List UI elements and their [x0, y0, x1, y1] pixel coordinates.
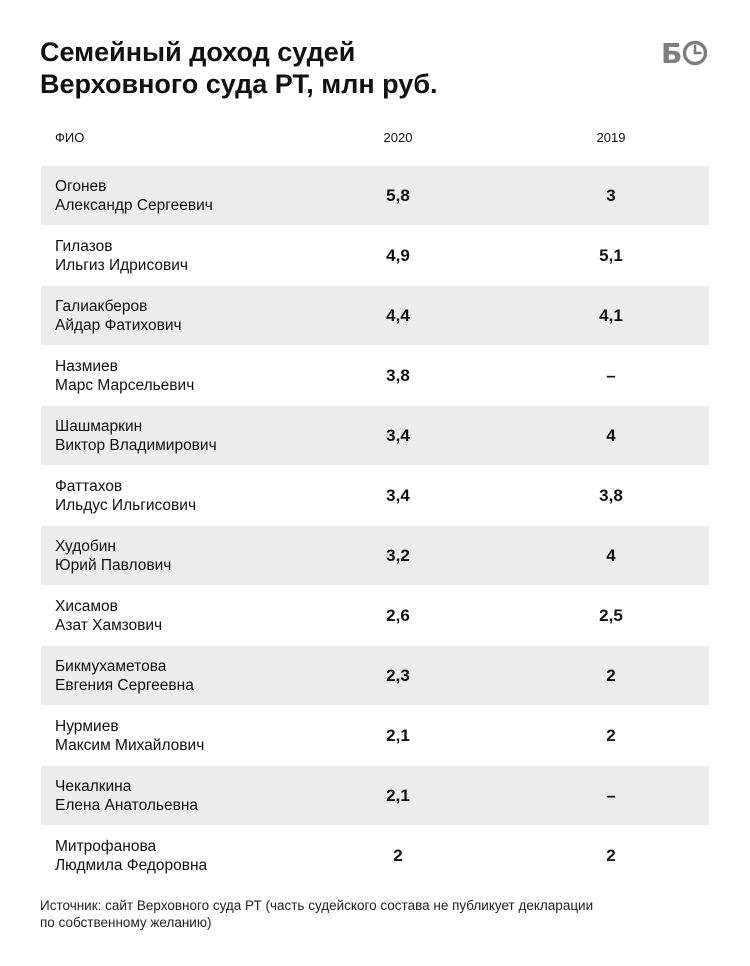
- income-2019: 3,8: [599, 486, 623, 505]
- income-2020: 4,9: [386, 246, 410, 265]
- income-2019: 5,1: [599, 246, 623, 265]
- logo-letter: Б: [661, 36, 682, 70]
- income-2019: 2: [606, 846, 616, 865]
- table-row: [41, 285, 709, 345]
- income-2020: 3,4: [386, 486, 410, 505]
- judge-surname: Шашмаркин: [55, 418, 143, 435]
- income-2020: 5,8: [386, 186, 410, 205]
- judge-given-name: Марс Марсельевич: [55, 377, 195, 394]
- judge-name: [55, 777, 198, 815]
- source-line-2: по собственному желанию): [40, 915, 212, 930]
- judge-name: [55, 237, 188, 275]
- judge-surname: Хисамов: [55, 598, 118, 615]
- source-line-1: Источник: сайт Верховного суда РТ (часть судейского состава не публикует декларации: [40, 898, 594, 913]
- judge-name: [55, 417, 217, 455]
- income-2020: 2: [393, 846, 403, 865]
- judge-given-name: Ильгиз Идрисович: [55, 257, 188, 274]
- judge-surname: Галиакберов: [55, 298, 148, 315]
- judge-name: [55, 837, 207, 875]
- bo-logo: [661, 38, 708, 68]
- judge-name: [55, 597, 162, 635]
- table-row: [41, 645, 709, 705]
- judge-given-name: Виктор Владимирович: [55, 437, 217, 454]
- source-note: [40, 897, 680, 931]
- income-2019: 3: [606, 186, 616, 205]
- income-2020: 2,6: [386, 606, 410, 625]
- column-header-2020: 2020: [383, 130, 413, 145]
- judge-given-name: Юрий Павлович: [55, 557, 172, 574]
- income-2020: 2,3: [386, 666, 410, 685]
- judge-surname: Митрофанова: [55, 838, 157, 855]
- table-row: [41, 345, 709, 405]
- judge-given-name: Людмила Федоровна: [55, 857, 208, 874]
- judge-name: [55, 357, 194, 395]
- judge-name: [55, 657, 194, 695]
- column-header-2019: 2019: [596, 130, 626, 145]
- title-line-2: Верховного суда РТ, млн руб.: [40, 69, 438, 99]
- judge-surname: Худобин: [55, 538, 116, 555]
- income-2020: 4,4: [386, 306, 410, 325]
- judge-surname: Назмиев: [55, 358, 118, 375]
- income-2019: –: [606, 786, 616, 805]
- income-2020: 3,4: [386, 426, 410, 445]
- income-2020: 2,1: [386, 786, 410, 805]
- judge-given-name: Азат Хамзович: [55, 617, 163, 634]
- income-2019: 4,1: [599, 306, 623, 325]
- table-row: [41, 225, 709, 285]
- income-2019: 2: [606, 666, 616, 685]
- income-2019: 4: [606, 546, 616, 565]
- income-2020: 3,8: [386, 366, 410, 385]
- judge-name: [55, 297, 182, 335]
- judge-surname: Огонев: [55, 178, 107, 195]
- page-title: [40, 36, 600, 100]
- table-row: [41, 585, 709, 645]
- judge-surname: Бикмухаметова: [55, 658, 167, 675]
- title-line-1: Семейный доход судей: [40, 37, 356, 67]
- income-2019: 2,5: [599, 606, 623, 625]
- income-2019: –: [606, 366, 616, 385]
- income-2020: 3,2: [386, 546, 410, 565]
- table-row: [41, 705, 709, 765]
- income-2019: 2: [606, 726, 616, 745]
- table-row: [41, 465, 709, 525]
- table-row: [41, 405, 709, 465]
- judge-surname: Гилазов: [55, 238, 113, 255]
- column-header-name: ФИО: [55, 130, 85, 145]
- income-table: [41, 166, 709, 885]
- judge-surname: Фаттахов: [55, 478, 123, 495]
- income-2019: 4: [606, 426, 616, 445]
- judge-surname: Чекалкина: [55, 778, 132, 795]
- table-row: [41, 166, 709, 225]
- table-row: [41, 525, 709, 585]
- table-row: [41, 825, 709, 885]
- judge-name: [55, 177, 213, 215]
- clock-icon: [682, 40, 708, 66]
- judge-given-name: Елена Анатольевна: [55, 797, 199, 814]
- judge-given-name: Максим Михайлович: [55, 737, 205, 754]
- judge-surname: Нурмиев: [55, 718, 119, 735]
- judge-given-name: Александр Сергеевич: [55, 197, 213, 214]
- judge-given-name: Айдар Фатихович: [55, 317, 182, 334]
- judge-given-name: Ильдус Ильгисович: [55, 497, 197, 514]
- judge-given-name: Евгения Сергеевна: [55, 677, 194, 694]
- judge-name: [55, 537, 171, 575]
- judge-name: [55, 717, 204, 755]
- judge-name: [55, 477, 196, 515]
- table-row: [41, 765, 709, 825]
- income-2020: 2,1: [386, 726, 410, 745]
